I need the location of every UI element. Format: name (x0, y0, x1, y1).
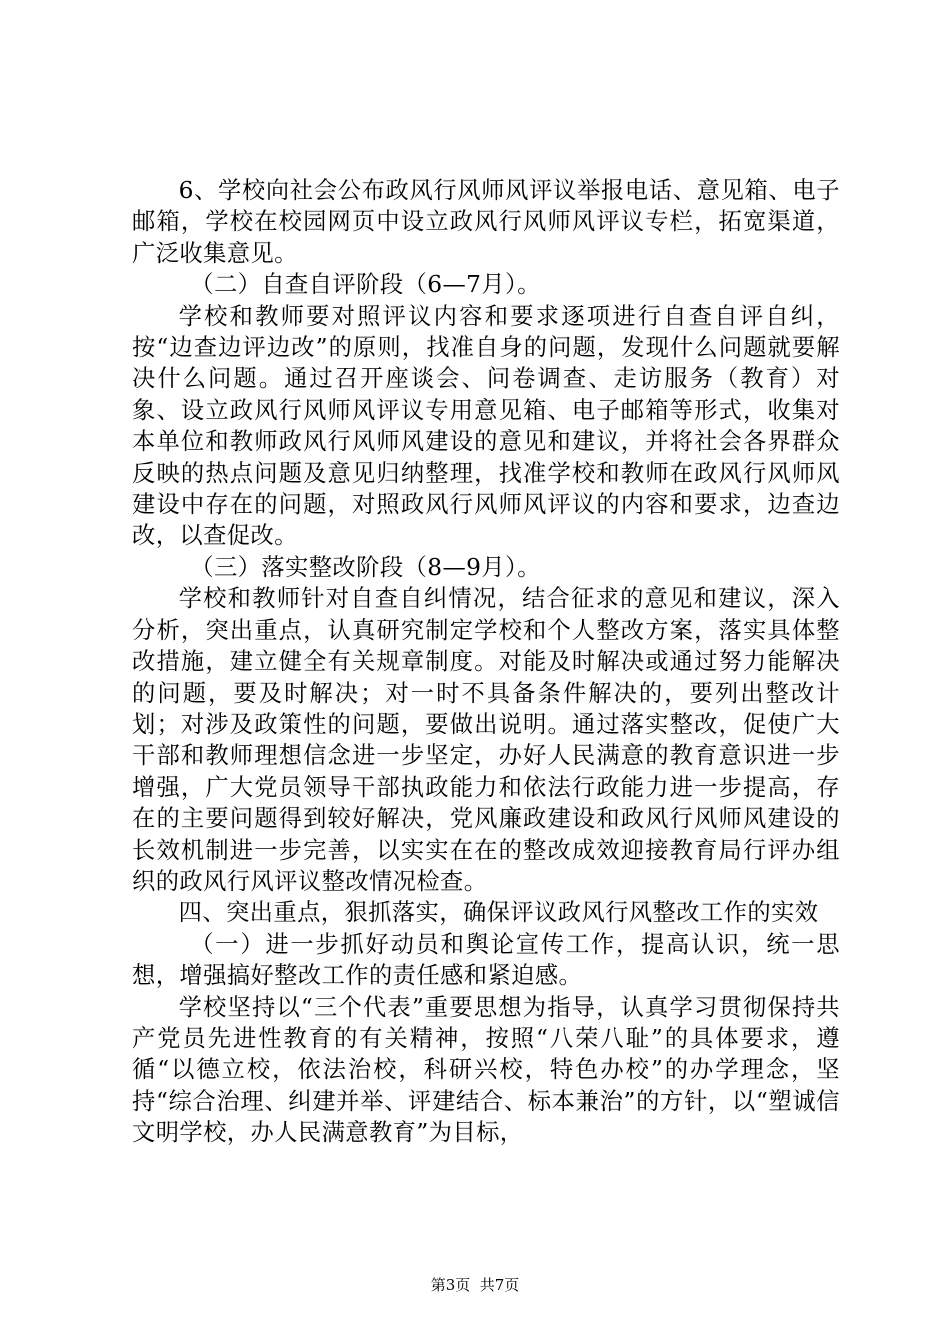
section-heading-rectification: （三）落实整改阶段（8—9月）。 (190, 553, 541, 581)
subsection-heading-mobilization: （一）进一步抓好动员和舆论宣传工作，提高认识，统一思想，增强搞好整改工作的责任感和紧迫感。 (132, 930, 840, 990)
page-number-label: 第3页 共7页 (430, 1276, 520, 1294)
page-footer (0, 1275, 950, 1295)
paragraph-rectification: 学校和教师针对自查自纠情况，结合征求的意见和建议，深入分析，突出重点，认真研究制定学校和个人整改方案，落实具体整改措施，建立健全有关规章制度。对能及时解决或通过努力能解决的问题，要及时解决；对一时不具备条件解决的，要列出整改计划；对涉及政策性的问题，要做出说明。通过落实整改，促使广大干部和教师理想信念进一步坚定，办好人民满意的教育意识进一步增强，广大党员领导干部执政能力和依法行政能力进一步提高，存在的主要问题得到较好解决，党风廉政建设和政风行风师风建设的长效机制进一步完善，以实实在在的整改成效迎接教育局行评办组织的政风行风评议整改情况检查。 (132, 585, 840, 895)
paragraph-self-review: 学校和教师要对照评议内容和要求逐项进行自查自评自纠，按“边查边评边改”的原则，找准自身的问题，发现什么问题就要解决什么问题。通过召开座谈会、问卷调查、走访服务（教育）对象、设立政风行风师风评议专用意见箱、电子邮箱等形式，收集对本单位和教师政风行风师风建设的意见和建议，并将社会各界群众反映的热点问题及意见归纳整理，找准学校和教师在政风行风师风建设中存在的问题，对照政风行风师风评议的内容和要求，边查边改，以查促改。 (132, 302, 840, 550)
document-body (132, 175, 840, 1149)
section-heading-four: 四、突出重点，狠抓落实，确保评议政风行风整改工作的实效 (178, 899, 819, 927)
section-heading-self-review: （二）自查自评阶段（6—7月）。 (190, 271, 541, 299)
paragraph-public-channels: 6、学校向社会公布政风行风师风评议举报电话、意见箱、电子邮箱，学校在校园网页中设立政风行风师风评议专栏，拓宽渠道，广泛收集意见。 (132, 177, 840, 267)
paragraph-guidance: 学校坚持以“三个代表”重要思想为指导，认真学习贯彻保持共产党员先进性教育的有关精神，按照“八荣八耻”的具体要求，遵循“以德立校，依法治校，科研兴校，特色办校”的办学理念，坚持“综合治理、纠建并举、评建结合、标本兼治”的方针，以“塑诚信文明学校，办人民满意教育”为目标， (132, 993, 840, 1147)
